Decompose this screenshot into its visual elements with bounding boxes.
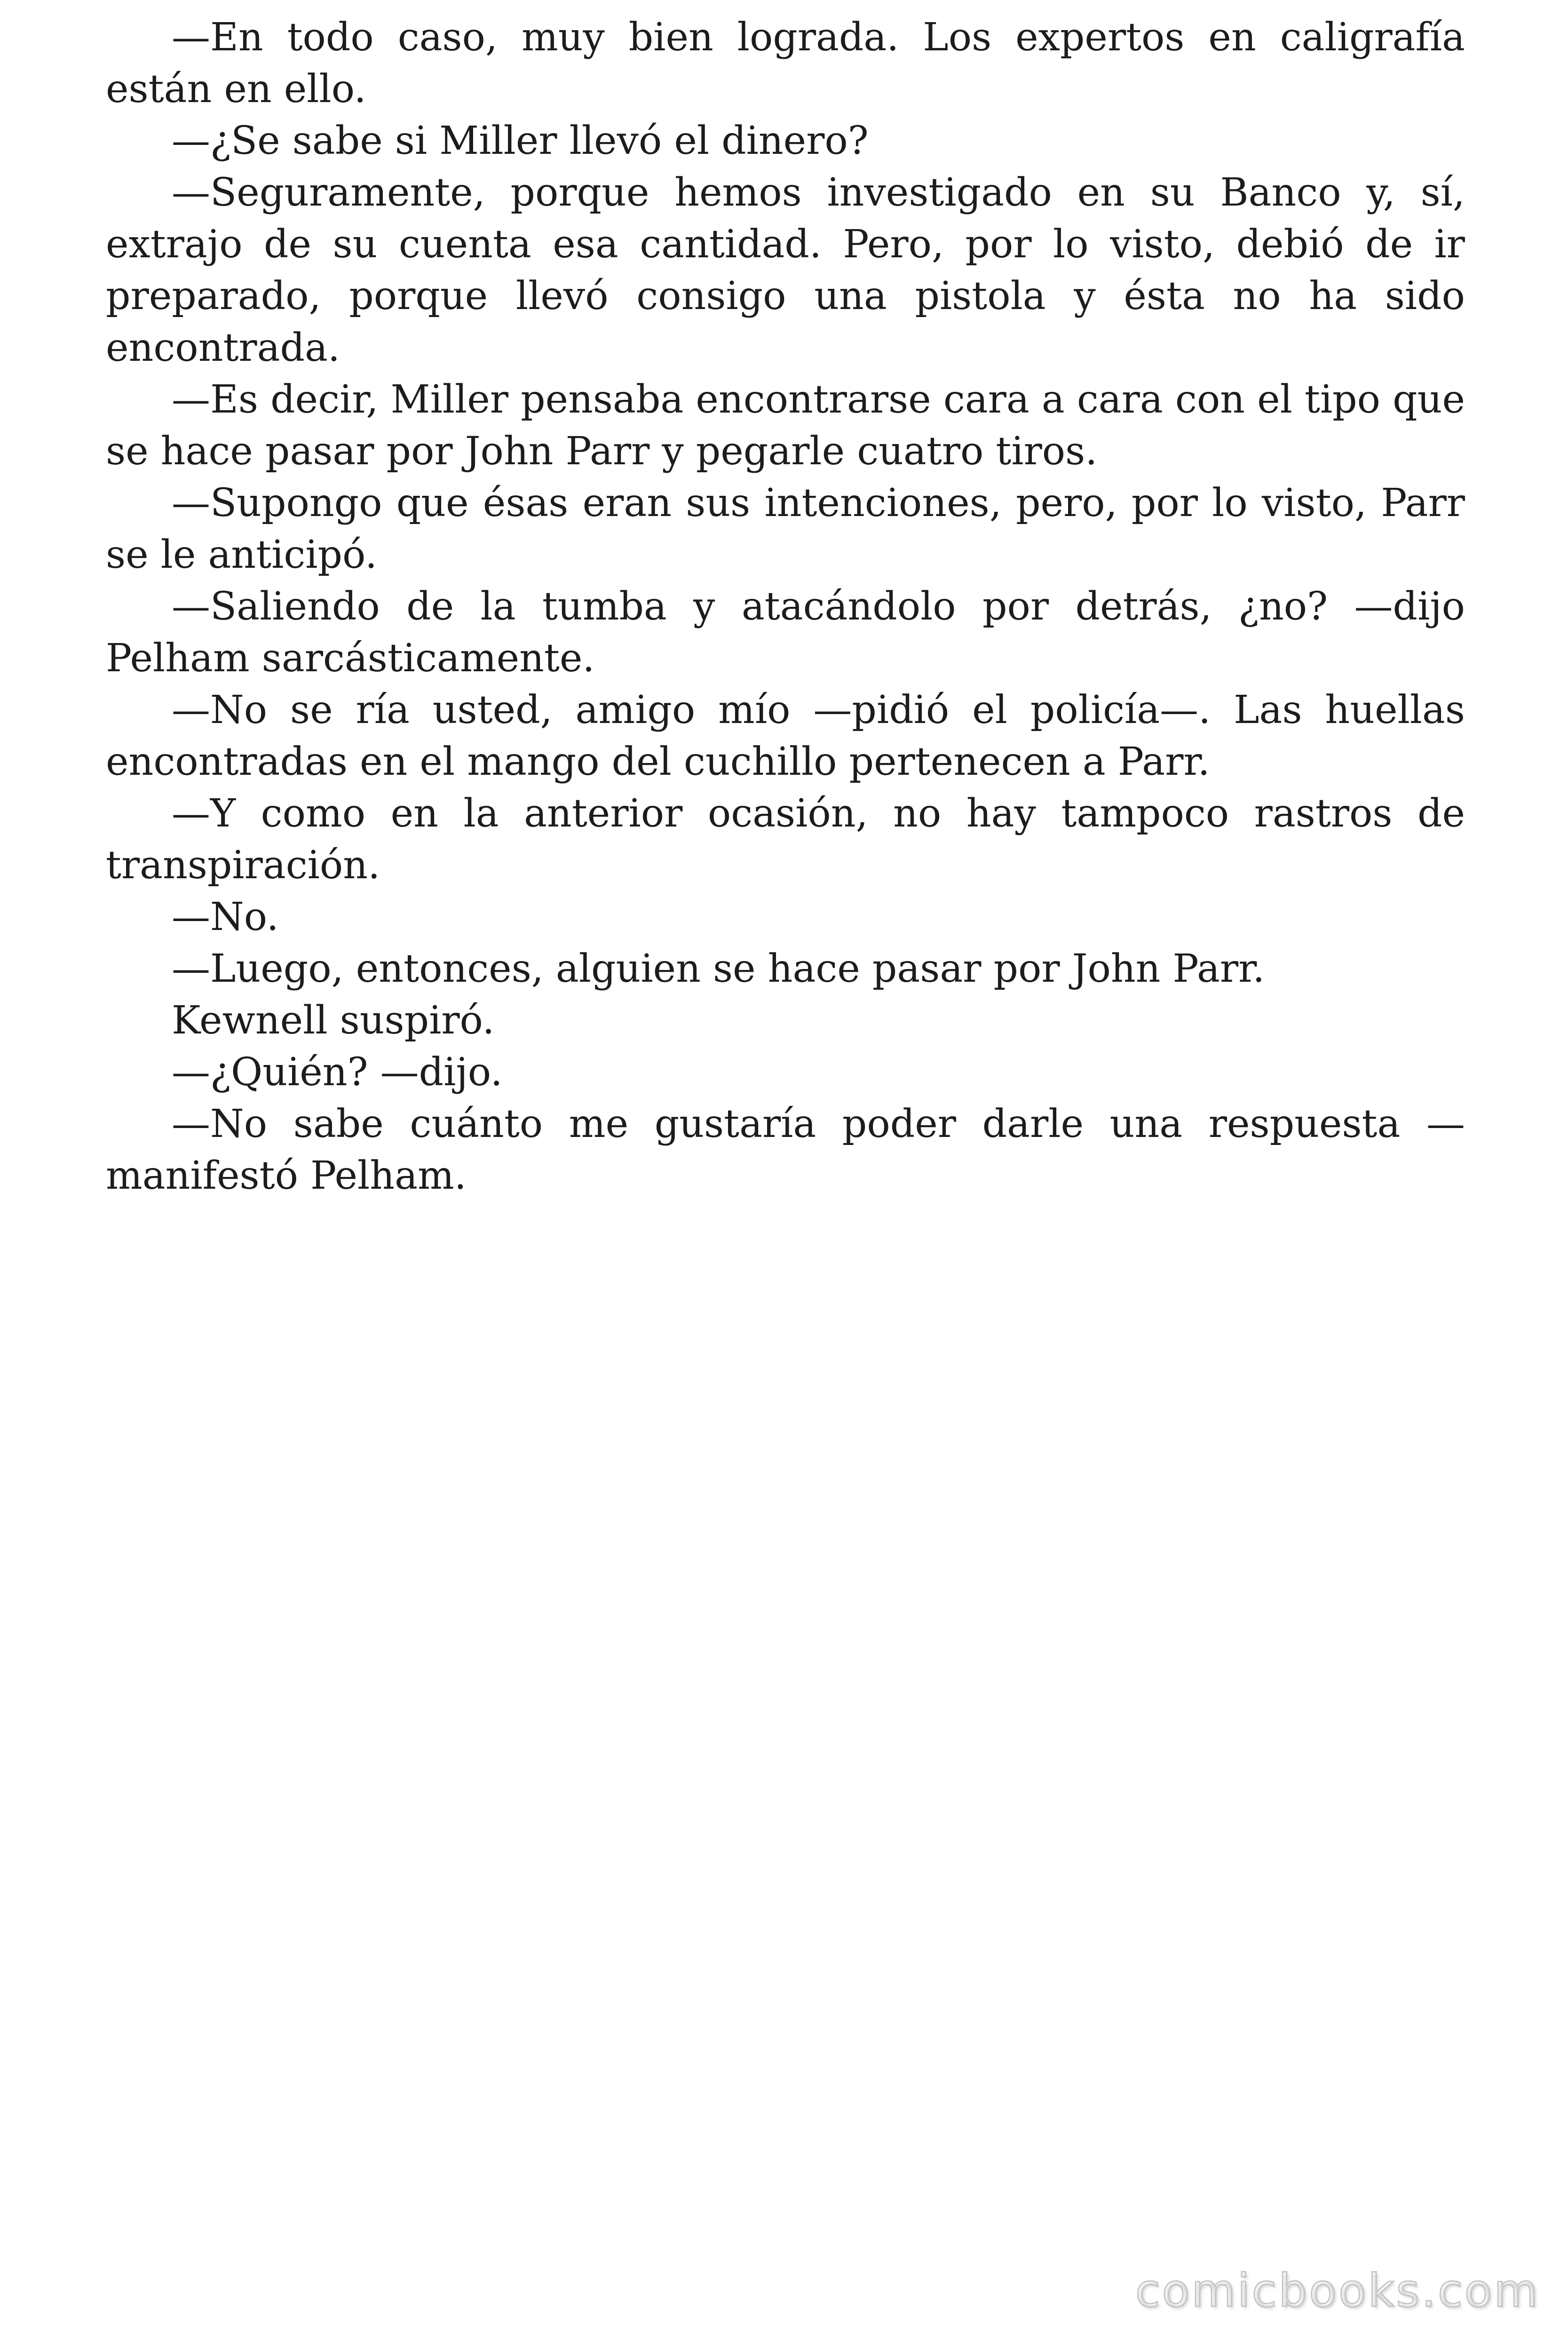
paragraph: —Seguramente, porque hemos investigado en su Banco y, sí, extrajo de su cuenta esa cantidad. Pero, por lo visto, debió de ir preparado, porque llevó consigo una pistola y ésta no ha sido encontrada. <box>106 170 1465 370</box>
paragraph: —Es decir, Miller pensaba encontrarse cara a cara con el tipo que se hace pasar por John Parr y pegarle cuatro tiros. <box>106 377 1465 474</box>
paragraph: —En todo caso, muy bien lograda. Los expertos en caligrafía están en ello. <box>106 15 1465 111</box>
paragraph: —Saliendo de la tumba y atacándolo por detrás, ¿no? —dijo Pelham sarcásticamente. <box>106 584 1465 681</box>
paragraph: —Luego, entonces, alguien se hace pasar por John Parr. <box>172 946 1265 991</box>
paragraph: —Y como en la anterior ocasión, no hay tampoco rastros de transpiración. <box>106 791 1465 888</box>
paragraph: —¿Se sabe si Miller llevó el dinero? <box>172 119 869 163</box>
paragraph: —Supongo que ésas eran sus intenciones, pero, por lo visto, Parr se le anticipó. <box>106 481 1465 577</box>
paragraph: —No. <box>172 895 279 939</box>
paragraph: —No sabe cuánto me gustaría poder darle una respuesta —manifestó Pelham. <box>106 1102 1465 1198</box>
paragraph: Kewnell suspiró. <box>172 998 495 1043</box>
paragraph: —¿Quién? —dijo. <box>172 1050 503 1095</box>
paragraph: —No se ría usted, amigo mío —pidió el policía—. Las huellas encontradas en el mango del cuchillo pertenecen a Parr. <box>106 688 1465 784</box>
page-body-text <box>106 12 1465 1202</box>
watermark: comicbooks.com <box>1135 2265 1540 2317</box>
